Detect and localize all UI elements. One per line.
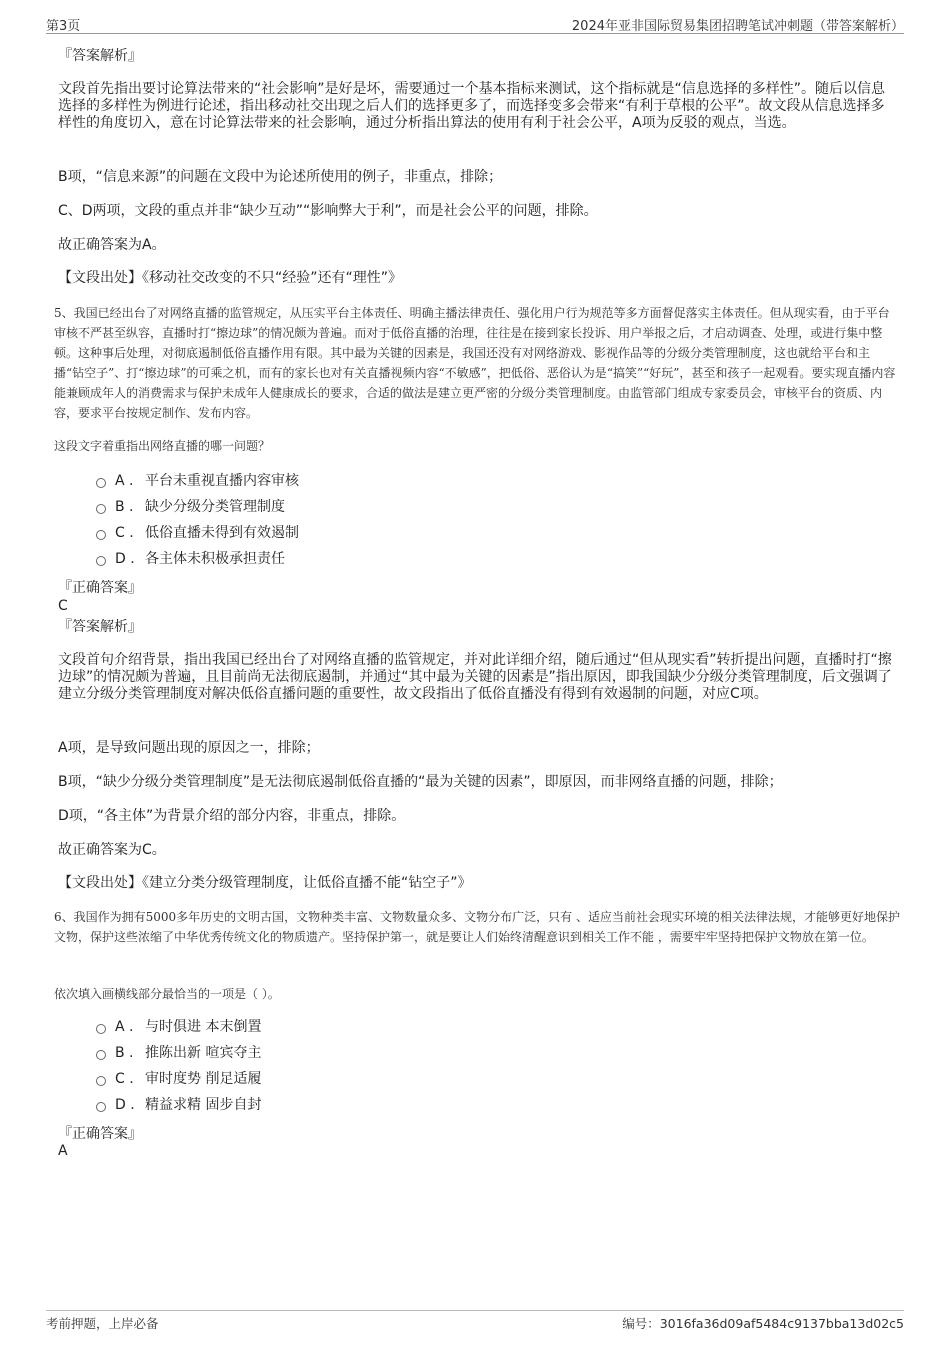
- answer-analysis-label: 『答案解析』: [58, 48, 142, 64]
- option-c[interactable]: C . 审时度势 削足适履: [96, 1070, 261, 1088]
- document-title: 2024年亚非国际贸易集团招聘笔试冲刺题（带答案解析）: [571, 19, 904, 34]
- question-6-stem: 依次填入画横线部分最恰当的一项是（ ）。: [54, 987, 280, 1001]
- correct-answer: C: [58, 598, 68, 614]
- option-b[interactable]: B . 缺少分级分类管理制度: [96, 498, 285, 516]
- radio-icon[interactable]: [96, 1050, 106, 1060]
- page-number: 第3页: [46, 19, 81, 34]
- option-d[interactable]: D . 精益求精 固步自封: [96, 1096, 261, 1114]
- analysis-paragraph: C、D两项，文段的重点并非“缺少互动”“影响弊大于利”，而是社会公平的问题，排除。: [58, 203, 598, 219]
- text-source: 【文段出处】《移动社交改变的不只“经验”还有“理性”》: [58, 270, 403, 286]
- document-id: 编号：3016fa36d09af5484c9137bba13d02c5: [622, 1316, 904, 1331]
- radio-icon[interactable]: [96, 556, 106, 566]
- correct-answer-label: 『正确答案』: [58, 1126, 142, 1142]
- question-5-text: 5、我国已经出台了对网络直播的监管规定，从压实平台主体责任、明确主播法律责任、强化用户行为规范等多方面督促落实主体责任。但从现实看，由于平台审核不严甚至纵容，直播时打“擦边球”的情况颇为普遍。而对于低俗直播的治理，往往是在接到家长投诉、用户举报之后，才启动调查、处理，或进行集中整顿。这种事后处理，对彻底遏制低俗直播作用有限。其中最为关键的因素是，我国还没有对网络游戏、影视作品等的分级分类管理制度，这也就给平台和主播“钻空子”、打“擦边球”的可乘之机，而有的家长也对有关直播视频内容“不敏感”，把低俗、恶俗认为是“搞笑”“好玩”，甚至和孩子一起观看。要实现直播内容能兼顾成年人的消费需求与保护未成年人健康成长的要求，合适的做法是建立更严密的分级分类管理制度。由监管部门组成专家委员会，审核平台的资质、内容，要求平台按规定制作、发布内容。: [54, 306, 896, 420]
- radio-icon[interactable]: [96, 1102, 106, 1112]
- radio-icon[interactable]: [96, 1024, 106, 1034]
- analysis-paragraph: A项，是导致问题出现的原因之一，排除；: [58, 740, 320, 756]
- correct-answer-label: 『正确答案』: [58, 580, 142, 596]
- analysis-paragraph: 文段首句介绍背景，指出我国已经出台了对网络直播的监管规定，并对此详细介绍，随后通过“但从现实看”转折提出问题，直播时打“擦边球”的情况颇为普遍，且目前尚无法彻底遏制，并通过“其中最为关键的因素是”指出原因，即我国缺少分级分类管理制度，后文强调了建立分级分类管理制度对解决低俗直播问题的重要性，故文段指出了低俗直播没有得到有效遏制的问题，对应C项。: [58, 652, 892, 702]
- page-header: [46, 14, 904, 34]
- footer-slogan: 考前押题，上岸必备: [46, 1316, 159, 1331]
- correct-answer: A: [58, 1143, 68, 1159]
- analysis-paragraph: B项，“缺少分级分类管理制度”是无法彻底遏制低俗直播的“最为关键的因素”，即原因，而非网络直播的问题，排除；: [58, 774, 783, 790]
- radio-icon[interactable]: [96, 478, 106, 488]
- radio-icon[interactable]: [96, 530, 106, 540]
- answer-analysis-label: 『答案解析』: [58, 619, 142, 635]
- question-6-text: 6、我国作为拥有5000多年历史的文明古国，文物种类丰富、文物数量众多、文物分布广泛，只有 、适应当前社会现实环境的相关法律法规，才能够更好地保护文物，保护这些浓缩了中华优秀传统文化的物质遗产。坚持保护第一，就是要让人们始终清醒意识到相关工作不能 ，需要牢牢坚持把保护文物放在第一位。: [54, 910, 900, 944]
- option-b[interactable]: B . 推陈出新 喧宾夺主: [96, 1044, 261, 1062]
- option-a[interactable]: A . 平台未重视直播内容审核: [96, 472, 299, 490]
- analysis-conclusion: 故正确答案为A。: [58, 237, 166, 253]
- question-5-stem: 这段文字着重指出网络直播的哪一问题？: [54, 439, 271, 453]
- text-source: 【文段出处】《建立分类分级管理制度，让低俗直播不能“钻空子”》: [58, 875, 472, 891]
- analysis-paragraph: B项，“信息来源”的问题在文段中为论述所使用的例子，非重点，排除；: [58, 169, 503, 185]
- radio-icon[interactable]: [96, 1076, 106, 1086]
- page-footer: [46, 1310, 904, 1334]
- option-a[interactable]: A . 与时俱进 本末倒置: [96, 1018, 261, 1036]
- option-c[interactable]: C . 低俗直播未得到有效遏制: [96, 524, 299, 542]
- radio-icon[interactable]: [96, 504, 106, 514]
- analysis-conclusion: 故正确答案为C。: [58, 842, 166, 858]
- analysis-paragraph: D项，“各主体”为背景介绍的部分内容，非重点，排除。: [58, 808, 406, 824]
- analysis-paragraph: 文段首先指出要讨论算法带来的“社会影响”是好是坏，需要通过一个基本指标来测试，这个指标就是“信息选择的多样性”。随后以信息选择的多样性为例进行论述，指出移动社交出现之后人们的选择更多了，而选择变多会带来“有利于草根的公平”。故文段从信息选择多样性的角度切入，意在讨论算法带来的社会影响，通过分析指出算法的使用有利于社会公平，A项为反驳的观点，当选。: [58, 81, 886, 131]
- option-d[interactable]: D . 各主体未积极承担责任: [96, 550, 285, 568]
